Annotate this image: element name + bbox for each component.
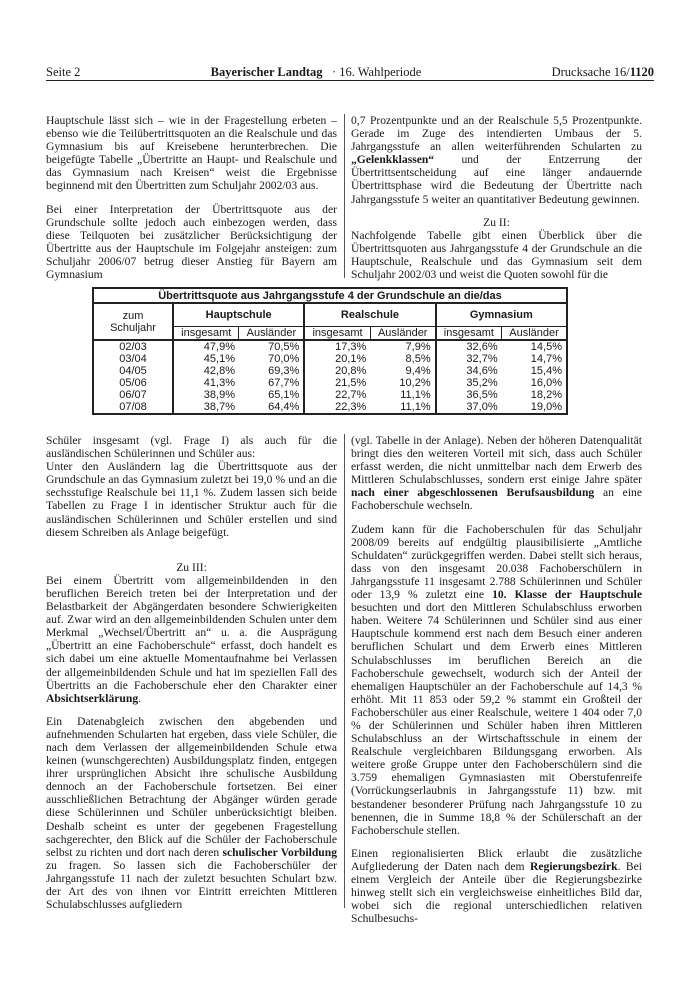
table-row: 04/05 42,8% 69,3% 20,8% 9,4% 34,6% 15,4% <box>93 365 567 377</box>
column-divider <box>344 114 345 278</box>
group-header-gymnasium: Gymnasium <box>436 303 567 327</box>
paragraph: Bei einem Übertritt vom allgemeinbildenden in den beruflichen Bereich treten bei der Interpretation und der Belastbarkeit der Abgängerdaten besondere Schwierigkeiten auf. Zwar wird an den allgemeinbildenden Schulen unter dem Merkmal „Wechsel/Übertritt an“ u. a. die Ausprägung „Übertritt an eine Fachoberschule“ erfasst, doch handelt es sich dabei um eine aktuelle Momentaufnahme bei Verlassen der allgemeinbildenden Schule und hat im speziellen Fall des Übertritts an die Fachoberschule eher den Charakter einer Absichtserklärung. <box>46 573 337 705</box>
paragraph: Nachfolgende Tabelle gibt einen Überblick über die Übertrittsquoten aus Jahrgangsstufe 4 der Grundschule an die Hauptschule, Realschule und das Gymnasium seit dem Schuljahr 2002/03 und weist die Quoten sowohl für die <box>351 228 642 282</box>
table-row: 07/08 38,7% 64,4% 22,3% 11,1% 37,0% 19,0% <box>93 401 567 414</box>
group-header-realschule: Realschule <box>304 303 435 327</box>
group-header-hauptschule: Hauptschule <box>173 303 304 327</box>
page-header <box>46 58 654 80</box>
paragraph: 0,7 Prozentpunkte und an der Realschule 5,5 Prozentpunkte. Gerade im Zuge des intendierten Umbaus der 5. Jahrgangsstufe an allen weiterführenden Schularten zu „Gelenkklassen“ und der Entzerrung der Übertrittsentscheidung auf eine länger andauernde Übertrittsphase wird die Bedeutung der Übertritte nach Jahrgangsstufe 5 weiter an quantitativer Bedeutung gewinnen. <box>351 114 642 206</box>
table-row: 05/06 41,3% 67,7% 21,5% 10,2% 35,2% 16,0% <box>93 377 567 389</box>
paragraph: Zudem kann für die Fachoberschulen für das Schuljahr 2008/09 bereits auf endgültig plausibilisierte „Amtliche Schuldaten“ zurückgegriffen werden. Dabei stellt sich heraus, dass von den insgesamt 20.038 Fachoberschülern in Jahrgangsstufe 11 insgesamt 2.788 Schülerinnen und Schüler oder 13,9 % zuletzt eine 10. Klasse der Hauptschule besuchten und dort den Mittleren Schulabschluss erworben haben. Weitere 74 Schülerinnen und Schüler sind aus einer Hauptschule kommend erst nach dem Besuch einer anderen beruflichen Schulart und dem Erwerb eines Mittleren Schulabschlusses im beruflichen Bereich an die Fachoberschule gewechselt, wodurch sich der Anteil der ehemaligen Hauptschüler an der Fachoberschule auf 14,3 % erhöht. Mit 11 853 oder 59,2 % stammt ein Großteil der Fachoberschüler aus einer Realschule, weitere 1 404 oder 7,0 % der Schülerinnen und Schüler haben ihren Mittleren Schulabschluss an der Wirtschaftsschule in einem der Realschule vergleichbaren Bildungsgang erworben. Als weitere große Gruppe unter den Fachoberschülern sind die 3.759 ehemaligen Gymnasiasten mit Oberstufenreife (Vorrückungserlaubnis in Jahrgangsstufe 11) bzw. mit bestandener besonderer Prüfung nach Jahrgangsstufe 10 zu benennen, die in Summe 18,8 % der Schülerschaft an der Fachoberschule stellen. <box>351 522 642 837</box>
paragraph: Einen regionalisierten Blick erlaubt die zusätzliche Aufgliederung der Daten nach dem Regierungsbezirk. Bei einem Vergleich der Anteile über die Regierungsbezirke hinweg stellt sich ein vergleichsweise einheitliches Bild dar, wobei sich die regional unterschiedlichen relativen Schulbesuchs- <box>351 846 643 926</box>
table-row: 02/03 47,9% 70,5% 17,3% 7,9% 32,6% 14,5% <box>93 340 567 353</box>
section-heading: Zu II: <box>483 215 510 229</box>
column-divider <box>344 434 345 908</box>
header-rule <box>46 80 654 81</box>
paragraph: (vgl. Tabelle in der Anlage). Neben der höheren Datenqualität bringt dies den weiteren Vorteil mit sich, dass auch Schüler erfasst werden, die nicht unmittelbar nach dem Erwerb des Mittleren Schulabschlusses, sondern erst einige Jahre später nach einer abgeschlossenen Berufsausbildung an eine Fachoberschule wechseln. <box>351 434 642 513</box>
subheader-foreign: Ausländer <box>370 327 435 341</box>
transition-rate-table <box>92 287 568 415</box>
paragraph: Ein Datenabgleich zwischen den abgebenden und aufnehmenden Schularten hat ergeben, dass viele Schüler, die nach dem Verlassen der allgemeinbildenden Schule etwa keinen (wunschgerechten) Ausbildungsplatz finden, entgegen ihrer ursprünglichen Absicht ihre schulische Ausbildung dennoch an der Fachoberschule fortsetzen. Bei einer ausschließlichen Betrachtung der Abgänger würden gerade diese Schülerinnen und Schüler unberücksichtigt bleiben. Deshalb scheint es unter der gegebenen Fragestellung sachgerechter, den Blick auf die Schüler der Fachoberschule selbst zu richten und dort nach deren schulischer Vorbildung zu fragen. So lassen sich die Fachoberschüler der Jahrgangsstufe 11 nach der zuletzt besuchten Schulart bzw. der Art des von ihnen vor Eintritt erreichten Mittleren Schulabschlusses aufgliedern <box>46 714 338 912</box>
table-title: Übertrittsquote aus Jahrgangsstufe 4 der Grundschule an die/das <box>93 288 567 303</box>
section-heading: Zu III: <box>176 560 207 574</box>
document-number: Drucksache 16/1120 <box>551 65 654 79</box>
table-row: 03/04 45,1% 70,0% 20,1% 8,5% 32,7% 14,7% <box>93 353 567 365</box>
column-right-bottom <box>351 434 642 925</box>
paragraph: Unter den Ausländern lag die Übertrittsquote aus der Grundschule an das Gymnasium zuletzt bei 19,0 % und an die sechsstufige Realschule bei 11,1 %. Zudem lassen sich beide Tabellen zu Frage I in identischer Struktur auch für die ausländischen Schülerinnen und Schüler erstellen und sind diesem Schreiben als Anlage beigefügt. <box>46 460 337 539</box>
paragraph: Bei einer Interpretation der Übertrittsquote aus der Grundschule sollte jedoch auch einbezogen werden, dass diese Teilquoten bei zusätzlicher Berücksichtigung der Übertritte aus der Hauptschule im Folgejahr ansteigen: zum Schuljahr 2006/07 betrug dieser Anstieg für Bayern am Gymnasium <box>46 202 337 282</box>
subheader-total: insgesamt <box>173 327 239 341</box>
column-left-top <box>46 114 337 281</box>
page-number: Seite 2 <box>46 65 81 79</box>
subheader-foreign: Ausländer <box>239 327 304 341</box>
header-publisher: Bayerischer Landtag · 16. Wahlperiode <box>210 65 422 79</box>
subheader-total: insgesamt <box>436 327 502 341</box>
paragraph: Hauptschule lässt sich – wie in der Fragestellung erbeten – ebenso wie die Teilübertrittsquoten an die Realschule und das Gymnasium bis auf Kreisebene herunterbrechen. Die beigefügte Tabelle „Übertritte an Haupt- und Realschule und das Gymnasium nach Kreisen“ weist die Ergebnisse beginnend mit den Übertritten zum Schuljahr 2002/03 aus. <box>46 114 337 193</box>
column-right-top <box>351 114 642 281</box>
paragraph: Schüler insgesamt (vgl. Frage I) als auch für die ausländischen Schülerinnen und Schüler aus: <box>46 434 337 461</box>
subheader-total: insgesamt <box>304 327 370 341</box>
subheader-foreign: Ausländer <box>502 327 567 341</box>
column-left-bottom <box>46 434 337 911</box>
year-column-header: zum Schuljahr <box>93 303 173 340</box>
table-row: 06/07 38,9% 65,1% 22,7% 11,1% 36,5% 18,2% <box>93 389 567 401</box>
